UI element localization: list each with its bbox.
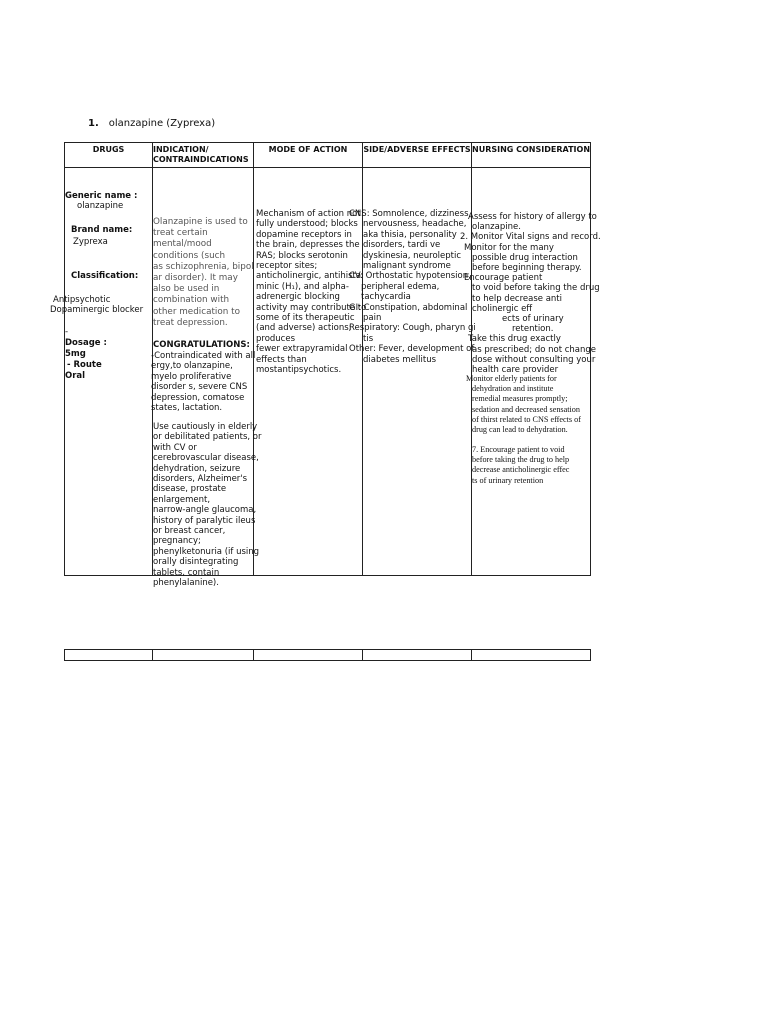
side-effect-line: pain bbox=[363, 313, 382, 323]
caution-line: tablets, contain bbox=[153, 567, 220, 578]
header-row bbox=[65, 143, 591, 168]
nursing-line: Take this drug exactly bbox=[468, 334, 561, 345]
empty-cell bbox=[363, 650, 472, 661]
side-effect-line: CNS: Somnolence, dizziness, bbox=[349, 209, 472, 219]
route-value: Oral bbox=[65, 371, 86, 381]
indication-line: mental/mood bbox=[153, 239, 212, 250]
mode-of-action-line: fewer extrapyramidal bbox=[256, 344, 348, 355]
section-title-text: olanzapine (Zyprexa) bbox=[108, 118, 216, 129]
generic-label: Generic name : bbox=[65, 191, 138, 201]
mode-of-action-line: effects than bbox=[256, 354, 307, 365]
side-effect-line: Other: Fever, development of bbox=[349, 344, 475, 355]
nursing-line: dose without consulting your bbox=[472, 354, 596, 365]
caution-line: pregnancy; bbox=[153, 536, 201, 547]
mode-of-action-line: some of its therapeutic bbox=[256, 313, 355, 323]
caution-line: or breast cancer, bbox=[153, 526, 226, 536]
content-row bbox=[65, 168, 591, 576]
dosage-value: 5mg bbox=[65, 349, 86, 359]
mode-of-action-line: activity may contribute to bbox=[256, 302, 367, 313]
header-side-effects: SIDE/ADVERSE EFFECTS bbox=[363, 143, 472, 168]
header-indication: INDICATION/ CONTRAINDICATIONS bbox=[153, 143, 254, 168]
contraindication-line: ergy,to olanzapine, bbox=[151, 361, 233, 372]
route-label: - Route bbox=[67, 360, 102, 370]
nursing-line: as prescribed; do not change bbox=[472, 344, 597, 355]
nursing-line: Assess for history of allergy to bbox=[468, 212, 597, 222]
class-value-1: Antipsychotic bbox=[53, 295, 111, 305]
mode-of-action-line: (and adverse) actions; bbox=[256, 323, 352, 334]
mode-of-action-line: Mechanism of action not bbox=[256, 209, 361, 219]
nursing-line: cholinergic eff bbox=[472, 303, 533, 314]
contraindication-line: myelo proliferative bbox=[151, 371, 232, 382]
header-nursing: NURSING CONSIDERATION bbox=[472, 143, 591, 168]
side-effect-line: peripheral edema, bbox=[361, 281, 440, 292]
nursing-line: before beginning therapy. bbox=[472, 263, 582, 273]
side-effect-line: tis bbox=[363, 333, 374, 344]
mode-of-action-line: mostantipsychotics. bbox=[256, 365, 342, 375]
nursing-serif-line: 7. Encourage patient to void bbox=[472, 445, 565, 454]
mode-of-action-line: receptor sites; bbox=[256, 261, 318, 271]
nursing-line: to help decrease anti bbox=[472, 293, 563, 304]
side-effect-line: diabetes mellitus bbox=[363, 354, 437, 365]
side-effect-line: aka thisia, personality bbox=[363, 229, 457, 240]
nursing-line: 2. Monitor Vital signs and record. bbox=[460, 232, 601, 243]
empty-table-row bbox=[64, 649, 591, 661]
indication-line: ar disorder). It may bbox=[153, 273, 238, 283]
drug-table bbox=[50, 142, 601, 588]
empty-cell bbox=[472, 650, 591, 661]
contraindication-line: disorder s, severe CNS bbox=[151, 382, 248, 393]
section-title bbox=[88, 118, 215, 129]
caution-line: dehydration, seizure bbox=[153, 463, 241, 474]
caution-line: Use cautiously in elderly bbox=[153, 422, 258, 432]
header-mode-of-action: MODE OF ACTION bbox=[254, 143, 363, 168]
caution-line: phenylalanine). bbox=[153, 578, 219, 588]
mode-of-action-line: the brain, depresses the bbox=[256, 240, 360, 251]
mode-of-action-cell bbox=[254, 168, 367, 576]
nursing-serif-line: before taking the drug to help bbox=[472, 455, 570, 465]
mode-of-action-line: fully understood; blocks bbox=[256, 219, 358, 230]
dash: - bbox=[65, 327, 69, 337]
side-effect-line: malignant syndrome bbox=[363, 261, 451, 271]
nursing-serif-line: ts of urinary retention bbox=[472, 475, 544, 485]
caution-line: cerebrovascular disease, bbox=[153, 453, 259, 464]
nursing-line: possible drug interaction bbox=[472, 252, 578, 263]
class-value-2: Dopaminergic blocker bbox=[50, 305, 144, 315]
contraindication-line: -Contraindicated with all bbox=[151, 351, 256, 361]
brand-value: Zyprexa bbox=[73, 237, 108, 247]
nursing-cell bbox=[460, 168, 601, 576]
caution-line: phenylketonuria (if using bbox=[153, 546, 260, 557]
nursing-serif-line: remedial measures promptly; bbox=[472, 394, 568, 404]
mode-of-action-line: dopamine receptors in bbox=[256, 229, 352, 240]
caution-line: orally disintegrating bbox=[153, 557, 239, 568]
empty-cell bbox=[153, 650, 254, 661]
mode-of-action-line: anticholinergic, antihista bbox=[256, 271, 362, 282]
caution-line: enlargement, bbox=[153, 494, 211, 505]
empty-cell bbox=[254, 650, 363, 661]
indication-line: as schizophrenia, bipol bbox=[153, 261, 254, 272]
dosage-label: Dosage : bbox=[65, 338, 107, 348]
caution-line: with CV or bbox=[153, 442, 197, 453]
nursing-line: olanzapine. bbox=[472, 222, 521, 233]
indication-line: treat certain bbox=[153, 228, 208, 239]
nursing-serif-line: dehydration and institute bbox=[472, 384, 554, 394]
nursing-serif-line: sedation and decreased sensation bbox=[472, 404, 580, 414]
nursing-line: Monitor for the many bbox=[464, 242, 554, 253]
side-effect-line: tachycardia bbox=[361, 292, 411, 303]
empty-cell bbox=[65, 650, 153, 661]
indication-line: conditions (such bbox=[153, 250, 226, 261]
nursing-serif-line: drug can lead to dehydration. bbox=[472, 425, 568, 434]
side-effect-line: GI: Constipation, abdominal bbox=[349, 302, 468, 313]
contra-heading: CONGRATULATIONS: bbox=[153, 340, 250, 350]
indication-line: also be used in bbox=[153, 284, 220, 295]
contraindication-line: depression, comatose bbox=[151, 392, 245, 403]
indication-line: other medication to bbox=[153, 306, 240, 317]
nursing-line: Encourage patient bbox=[464, 273, 543, 284]
indication-cell bbox=[151, 168, 262, 588]
side-effect-line: dyskinesia, neuroleptic bbox=[363, 250, 462, 261]
mode-of-action-line: RAS; blocks serotonin bbox=[256, 250, 348, 261]
nursing-serif-line: of thirst related to CNS effects of bbox=[472, 414, 581, 424]
mode-of-action-line: adrenergic blocking bbox=[256, 292, 340, 303]
side-effect-line: Respiratory: Cough, pharyn gi bbox=[349, 323, 476, 334]
generic-value: olanzapine bbox=[77, 201, 124, 211]
caution-line: narrow-angle glaucoma, bbox=[153, 505, 257, 516]
contraindication-line: states, lactation. bbox=[151, 403, 223, 413]
indication-line: treat depression. bbox=[153, 317, 228, 328]
caution-line: history of paralytic ileus bbox=[153, 515, 256, 526]
indication-line: Olanzapine is used to bbox=[153, 217, 248, 227]
section-number: 1. bbox=[88, 118, 99, 129]
caution-line: disease, prostate bbox=[153, 484, 227, 495]
brand-label: Brand name: bbox=[71, 225, 133, 235]
nursing-serif-line: Monitor elderly patients for bbox=[466, 374, 557, 383]
nursing-line: ects of urinary bbox=[502, 314, 564, 324]
nursing-line: to void before taking the drug bbox=[472, 283, 600, 294]
side-effect-line: nervousness, headache, bbox=[363, 219, 467, 230]
nursing-line: health care provider bbox=[472, 365, 559, 375]
header-drugs: DRUGS bbox=[65, 143, 153, 168]
nursing-serif-line: decrease anticholinergic effec bbox=[472, 465, 570, 475]
caution-line: disorders, Alzheimer's bbox=[153, 474, 248, 484]
class-label: Classification: bbox=[71, 271, 139, 281]
side-effect-line: CV: Orthostatic hypotension, bbox=[349, 271, 471, 282]
side-effects-cell bbox=[349, 168, 476, 576]
mode-of-action-line: minic (H₁), and alpha- bbox=[256, 281, 349, 292]
drugs-cell bbox=[50, 168, 153, 576]
caution-line: or debilitated patients, or bbox=[153, 432, 262, 443]
nursing-line: retention. bbox=[512, 324, 554, 335]
mode-of-action-line: produces bbox=[256, 333, 296, 344]
indication-line: combination with bbox=[153, 295, 230, 306]
side-effect-line: disorders, tardi ve bbox=[363, 240, 441, 251]
